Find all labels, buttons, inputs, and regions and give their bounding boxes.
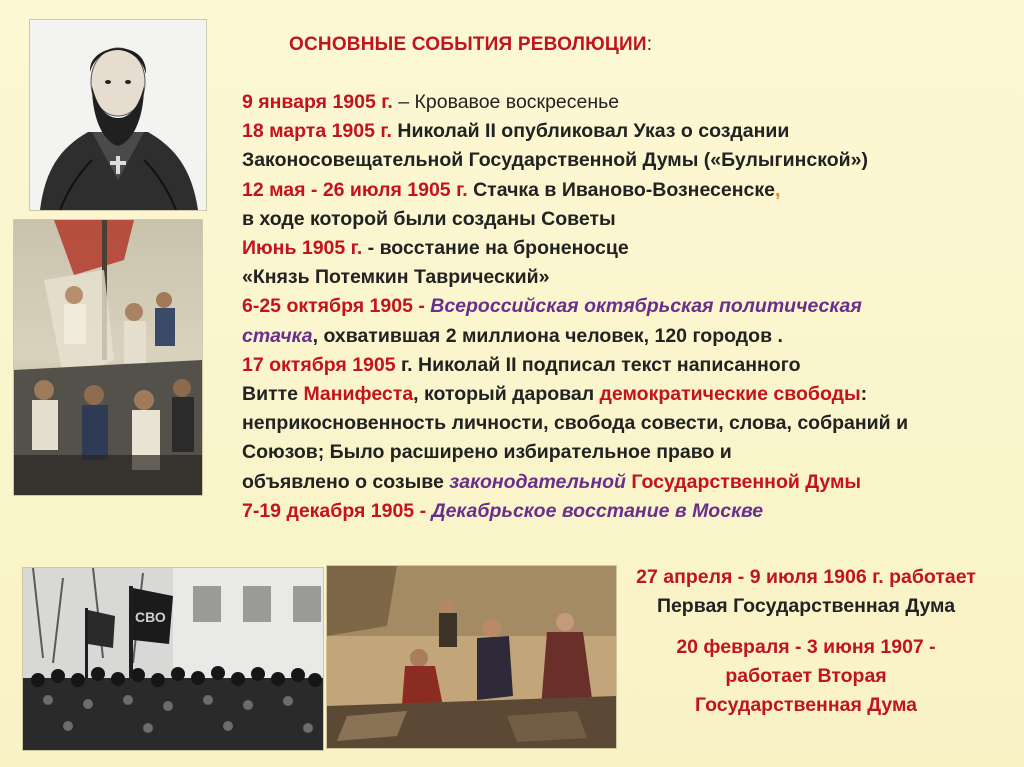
event-line-11 — [242, 380, 1012, 409]
crowd-photo — [23, 568, 323, 750]
event-date: 12 мая - 26 июля 1905 г. — [242, 178, 468, 201]
event-text: Витте — [242, 383, 304, 406]
event-line-3 — [242, 146, 1012, 175]
event-text: объявлено о созыве — [242, 470, 450, 493]
title-text: ОСНОВНЫЕ СОБЫТИЯ РЕВОЛЮЦИИ — [289, 34, 647, 55]
event-date: 6-25 октября 1905 - — [242, 295, 431, 318]
second-duma-block — [616, 633, 996, 720]
event-date: 17 октября 1905 — [242, 353, 396, 376]
event-text: : — [860, 383, 868, 406]
event-line-8 — [242, 292, 1012, 321]
event-line-6 — [242, 234, 1012, 263]
event-text: Союзов; Было расширено избирательное право и — [242, 441, 732, 464]
event-text: в ходе которой были созданы Советы — [242, 207, 616, 230]
first-duma-name: Первая Государственная Дума — [656, 595, 956, 617]
event-date: 7-19 декабря 1905 - — [242, 499, 432, 522]
event-line-13 — [242, 438, 1012, 467]
crowd-drawing — [23, 568, 323, 750]
event-comma: , — [774, 178, 781, 201]
event-text: , который даровал — [413, 383, 600, 406]
event-line-15 — [242, 497, 1012, 526]
barricade-drawing — [327, 566, 616, 748]
event-italic: законодательной — [449, 470, 626, 493]
event-text: неприкосновенность личности, свобода совести, слова, собраний и — [242, 412, 909, 435]
sailors-painting — [14, 220, 202, 495]
event-text: г. Николай II подписал текст написанного — [395, 353, 801, 376]
second-duma-line3: Государственная Дума — [695, 694, 917, 716]
event-date: Июнь 1905 г. — [242, 237, 363, 260]
event-text: Законосовещательной Государственной Думы («Булыгинской») — [242, 149, 868, 172]
event-line-4 — [242, 176, 1012, 205]
second-duma-line2: работает Вторая — [725, 665, 887, 687]
event-highlight: демократические свободы — [599, 383, 861, 406]
event-line-2 — [242, 117, 1012, 146]
event-text: – Кровавое воскресенье — [392, 91, 620, 113]
event-line-14 — [242, 468, 1012, 497]
event-text: , охватившая 2 миллиона человек, 120 городов . — [312, 324, 783, 347]
event-line-1 — [242, 88, 1012, 117]
event-line-12 — [242, 409, 1012, 438]
event-date: 18 марта 1905 г. — [242, 120, 392, 143]
event-highlight: Государственной Думы — [625, 470, 862, 493]
portrait-image — [30, 20, 206, 210]
first-duma-dates: 27 апреля - 9 июля 1906 г. работает — [636, 566, 976, 588]
events-list — [242, 88, 1012, 526]
event-line-9 — [242, 322, 1012, 351]
banner-text: СВО — [135, 609, 166, 625]
second-duma-dates: 20 февраля - 3 июня 1907 - — [676, 636, 936, 658]
event-text: Николай II опубликовал Указ о создании — [391, 120, 790, 143]
event-highlight: Манифеста — [303, 383, 414, 406]
barricade-painting — [327, 566, 616, 748]
event-text: «Князь Потемкин Таврический» — [242, 266, 550, 289]
event-italic: стачка — [242, 324, 313, 347]
event-line-10 — [242, 351, 1012, 380]
event-text: Стачка в Иваново-Вознесенске — [467, 178, 775, 201]
title-colon: : — [646, 34, 653, 55]
event-date: 9 января 1905 г. — [242, 91, 393, 113]
slide-title — [289, 34, 652, 56]
event-text: - восстание на броненосце — [362, 237, 629, 260]
first-duma-block — [616, 563, 996, 621]
event-line-7 — [242, 263, 1012, 292]
sailors-drawing — [14, 220, 202, 495]
event-italic: Всероссийская октябрьская политическая — [430, 295, 862, 318]
event-italic: Декабрьское восстание в Москве — [431, 499, 764, 522]
portrait-drawing — [30, 20, 206, 210]
event-line-5 — [242, 205, 1012, 234]
